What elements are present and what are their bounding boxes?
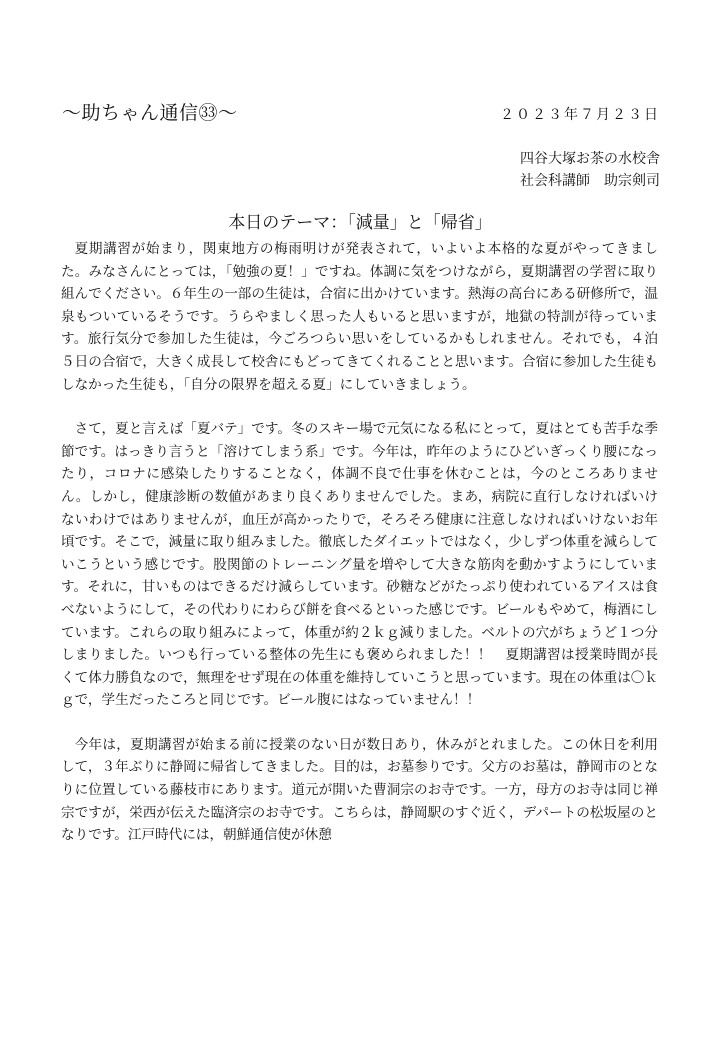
paragraph-weight-loss: さて，夏と言えば「夏バテ」です。冬のスキー場で元気になる私にとって，夏はとても苦手な季節です。はっきり言うと「溶けてしまう系」です。今年は，昨年のようにひどいぎっくり腰になったり，コロナに感染したりすることなく，体調不良で仕事を休むことは，今のところありません。しかし，健康診断の数値があまり良くありませんでした。まあ，病院に直行しなければいけないわけではありませんが，血圧が高かったりで，そろそろ健康に注意しなければいけないお年頃です。そこで，減量に取り組みました。徹底したダイエットではなく，少しずつ体重を減らしていこうという感じです。股関節のトレーニング量を増やして大きな筋肉を動かすようにしています。それに，甘いものはできるだけ減らしています。砂糖などがたっぷり使われているアイスは食べないようにして，その代わりにわらび餅を食べるといった感じです。ビールもやめて，梅酒にしています。これらの取り組みによって，体重が約２ｋｇ減りました。ベルトの穴がちょうど１つ分しまりました。いつも行っている整体の先生にも褒められました！！ 夏期講習は授業時間が長くて体力勝負なので，無理をせず現在の体重を維持していこうと思っています。現在の体重は〇ｋｇで，学生だったころと同じです。ビール腹にはなっていません！！ (61, 421, 658, 709)
issue-date: ２０２３年７月２３日 (500, 107, 660, 123)
article-body (61, 238, 658, 869)
theme-title: 本日のテーマ：「減量」と「帰省」 (228, 213, 492, 233)
paragraph-summer-course: 夏期講習が始まり，関東地方の梅雨明けが発表されて，いよいよ本格的な夏がやってきました。みなさんにとっては，「勉強の夏！」ですね。体調に気をつけながら，夏期講習の学習に取り組んでください。６年生の一部の生徒は，合宿に出かけています。熱海の高台にある研修所で，温泉もついているそうです。うらやましく思った人もいると思いますが，地獄の特訓が待っています。旅行気分で参加した生徒は，今ごろつらい思いをしているかもしれません。それでも，４泊５日の合宿で，大きく成長して校舎にもどってきてくれることと思います。合宿に参加した生徒もしなかった生徒も，「自分の限界を超える夏」にしていきましょう。 (61, 241, 658, 393)
school-name: 四谷大塚お茶の水校舎 (520, 151, 660, 167)
paragraph-homecoming: 今年は，夏期講習が始まる前に授業のない日が数日あり，休みがとれました。この休日を利用して，３年ぶりに静岡に帰省してきました。目的は，お墓参りです。父方のお墓は，静岡市のとなりに位置している藤枝市にあります。道元が開いた曹洞宗のお寺です。一方，母方のお寺は同じ禅宗ですが，栄西が伝えた臨済宗のお寺です。こちらは，静岡駅のすぐ近く，デパートの松坂屋のとなりです。江戸時代には，朝鮮通信使が休憩 (61, 736, 658, 844)
newsletter-title: 〜助ちゃん通信㉝〜 (62, 102, 238, 124)
author-name: 社会科講師 助宗剣司 (520, 173, 660, 189)
